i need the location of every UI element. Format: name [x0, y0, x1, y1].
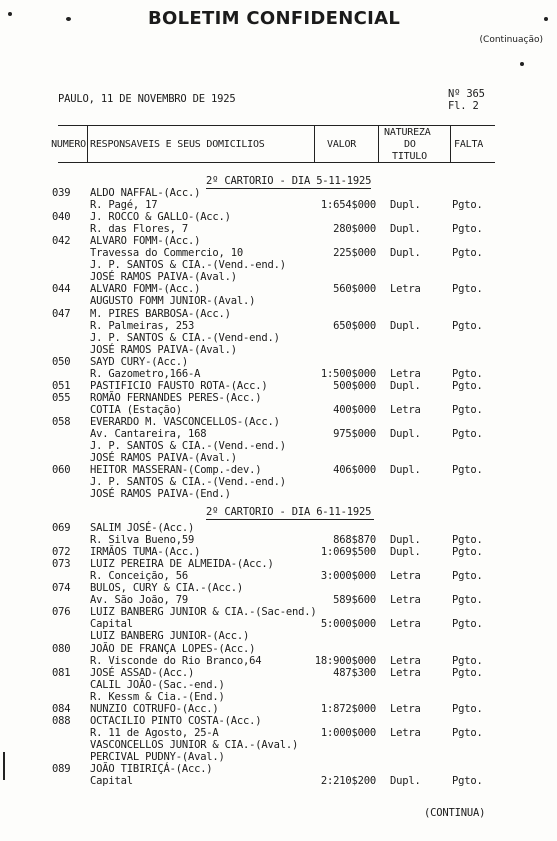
- table-row: [0, 488, 557, 500]
- falta-cell: Pgto.: [452, 726, 483, 739]
- table-row: [0, 223, 557, 235]
- responsavel-text: JOÃO TIBIRIÇÁ-(Acc.): [90, 763, 213, 775]
- valor-cell: 406$000: [333, 464, 376, 477]
- falta-cell: Pgto.: [452, 666, 483, 679]
- table-row: [0, 739, 557, 751]
- valor-cell: 1:000$000: [320, 726, 376, 739]
- responsavel-text: R. 11 de Agosto, 25-A: [90, 726, 219, 739]
- natureza-cell: Letra: [390, 594, 421, 607]
- responsavel-text: Capital: [90, 618, 133, 631]
- table-row: [0, 199, 557, 211]
- falta-cell: Pgto.: [452, 618, 483, 631]
- responsavel-text: J. P. SANTOS & CIA.-(Vend.-end.): [90, 440, 286, 453]
- natureza-cell: Dupl.: [390, 775, 421, 788]
- responsavel-text: J. P. SANTOS & CIA.-(Vend-end.): [90, 331, 280, 344]
- valor-cell: 560$000: [333, 283, 376, 296]
- table-row: [0, 751, 557, 763]
- table-row: [0, 247, 557, 259]
- responsavel-text: M. PIRES BARBOSA-(Acc.): [90, 307, 231, 320]
- col-header-falta: FALTA: [454, 139, 484, 150]
- responsavel-text: NUNZIO COTRUFO-(Acc.): [90, 702, 219, 715]
- responsavel-text: R. Silva Bueno,59: [90, 534, 195, 547]
- natureza-cell: Dupl.: [390, 247, 421, 260]
- natureza-cell: Letra: [390, 618, 421, 631]
- entry-number: 039: [52, 187, 71, 199]
- valor-cell: 589$600: [333, 594, 376, 607]
- page-title: BOLETIM CONFIDENCIAL: [148, 8, 401, 29]
- entry-number: 055: [52, 391, 71, 404]
- table-row: [0, 368, 557, 380]
- ink-speck: [520, 62, 524, 66]
- entry-number: 072: [52, 546, 71, 559]
- falta-cell: Pgto.: [452, 594, 483, 607]
- col-header-titulo: TITULO: [392, 151, 427, 162]
- col-header-numero: NUMERO: [51, 139, 86, 150]
- margin-mark: [3, 752, 5, 780]
- responsavel-text: R. Gazometro,166-A: [90, 367, 201, 380]
- table-row: [0, 655, 557, 667]
- falta-cell: Pgto.: [452, 464, 483, 477]
- table-row: [0, 271, 557, 283]
- responsavel-text: LUIZ BANBERG JUNIOR & CIA.-(Sac-end.): [90, 606, 317, 619]
- entry-number: 040: [52, 211, 71, 224]
- responsavel-text: Travessa do Commercio, 10: [90, 247, 244, 260]
- col-divider-2: [314, 125, 315, 163]
- falta-cell: Pgto.: [452, 247, 483, 260]
- table-row: [0, 295, 557, 307]
- responsavel-text: J. P. SANTOS & CIA.-(Vend.-end.): [90, 476, 286, 489]
- valor-cell: 2:210$200: [320, 775, 376, 788]
- natureza-cell: Letra: [390, 702, 421, 715]
- entry-number: 081: [52, 666, 71, 679]
- continuation-top: (Continuação): [479, 35, 543, 45]
- valor-cell: 5:000$000: [320, 618, 376, 631]
- entry-number: 084: [52, 702, 71, 715]
- natureza-cell: Letra: [390, 570, 421, 583]
- responsavel-text: Av. São João, 79: [90, 594, 188, 607]
- entry-number: 047: [52, 307, 71, 320]
- responsavel-text: CALIL JOÃO-(Sac.-end.): [90, 678, 225, 691]
- entry-number: 060: [52, 464, 71, 477]
- table-row: [0, 643, 557, 655]
- valor-cell: 3:000$000: [320, 570, 376, 583]
- folio: Fl. 2: [448, 100, 479, 112]
- responsavel-text: HEITOR MASSERAN-(Comp.-dev.): [90, 464, 262, 477]
- entry-number: 044: [52, 283, 71, 296]
- ink-speck: [66, 17, 71, 21]
- header-top-rule: [58, 125, 495, 126]
- table-row: [0, 404, 557, 416]
- col-divider-3: [378, 125, 379, 163]
- falta-cell: Pgto.: [452, 199, 483, 212]
- valor-cell: 18:900$000: [314, 654, 376, 667]
- natureza-cell: Dupl.: [390, 379, 421, 392]
- responsavel-text: VASCONCELLOS JUNIOR & CIA.-(Aval.): [90, 738, 299, 751]
- valor-cell: 1:500$000: [320, 367, 376, 380]
- entry-number: 074: [52, 582, 71, 595]
- table-row: [0, 440, 557, 452]
- responsavel-text: R. Kessm & Cia.-(End.): [90, 690, 225, 703]
- entry-number: 089: [52, 763, 71, 775]
- natureza-cell: Dupl.: [390, 223, 421, 236]
- valor-cell: 487$300: [333, 666, 376, 679]
- falta-cell: Pgto.: [452, 534, 483, 547]
- responsavel-text: LUIZ BANBERG JUNIOR-(Acc.): [90, 630, 250, 643]
- table-row: [0, 594, 557, 606]
- valor-cell: 650$000: [333, 319, 376, 332]
- table-row: [0, 763, 557, 775]
- table-row: [0, 211, 557, 223]
- table-row: [0, 464, 557, 476]
- valor-cell: 280$000: [333, 223, 376, 236]
- table-row: [0, 380, 557, 392]
- responsavel-text: JOSÉ ASSAD-(Acc.): [90, 666, 195, 679]
- table-row: [0, 715, 557, 727]
- responsavel-text: R. Visconde do Rio Branco,64: [90, 654, 262, 667]
- responsavel-text: SAYD CURY-(Acc.): [90, 355, 188, 368]
- entry-number: 042: [52, 235, 71, 248]
- natureza-cell: Letra: [390, 403, 421, 416]
- entry-number: 088: [52, 714, 71, 727]
- valor-cell: 975$000: [333, 428, 376, 440]
- table-row: [0, 691, 557, 703]
- table-row: [0, 320, 557, 332]
- natureza-cell: Dupl.: [390, 199, 421, 212]
- ink-speck: [8, 12, 12, 16]
- responsavel-text: BULOS, CURY & CIA.-(Acc.): [90, 582, 244, 595]
- entry-number: 069: [52, 522, 71, 534]
- section-heading-2: 2º CARTORIO - DIA 6-11-1925: [206, 506, 372, 518]
- table-row: [0, 235, 557, 247]
- natureza-cell: Dupl.: [390, 464, 421, 477]
- table-row: [0, 546, 557, 558]
- responsavel-text: SALIM JOSÉ-(Acc.): [90, 522, 195, 534]
- table-row: [0, 630, 557, 642]
- table-row: [0, 452, 557, 464]
- col-header-natureza: NATUREZA: [384, 127, 431, 138]
- responsavel-text: JOSÉ RAMOS PAIVA-(End.): [90, 488, 231, 501]
- falta-cell: Pgto.: [452, 283, 483, 296]
- responsavel-text: ROMÃO FERNANDES PERES-(Acc.): [90, 391, 262, 404]
- col-header-valor: VALOR: [327, 139, 357, 150]
- table-row: [0, 618, 557, 630]
- col-divider-4: [450, 125, 451, 163]
- responsavel-text: R. das Flores, 7: [90, 223, 188, 236]
- responsavel-text: R. Pagé, 17: [90, 199, 158, 212]
- falta-cell: Pgto.: [452, 546, 483, 559]
- table-row: [0, 534, 557, 546]
- valor-cell: 1:069$500: [320, 546, 376, 559]
- falta-cell: Pgto.: [452, 367, 483, 380]
- valor-cell: 868$870: [333, 534, 376, 547]
- table-row: [0, 775, 557, 787]
- natureza-cell: Dupl.: [390, 534, 421, 547]
- responsavel-text: LUIZ PEREIRA DE ALMEIDA-(Acc.): [90, 558, 274, 571]
- responsavel-text: PERCIVAL PUDNY-(Aval.): [90, 750, 225, 763]
- table-row: [0, 259, 557, 271]
- responsavel-text: JOÃO DE FRANÇA LOPES-(Acc.): [90, 642, 256, 655]
- valor-cell: 500$000: [333, 379, 376, 392]
- falta-cell: Pgto.: [452, 428, 483, 440]
- responsavel-text: JOSÉ RAMOS PAIVA-(Aval.): [90, 271, 237, 284]
- responsavel-text: R. Palmeiras, 253: [90, 319, 195, 332]
- valor-cell: 1:654$000: [320, 199, 376, 212]
- table-row: [0, 283, 557, 295]
- natureza-cell: Letra: [390, 367, 421, 380]
- falta-cell: Pgto.: [452, 702, 483, 715]
- falta-cell: Pgto.: [452, 223, 483, 236]
- bulletin-number: Nº 365: [448, 88, 485, 100]
- table-row: [0, 727, 557, 739]
- natureza-cell: Dupl.: [390, 319, 421, 332]
- table-row: [0, 332, 557, 344]
- responsavel-text: AUGUSTO FOMM JUNIOR-(Aval.): [90, 295, 256, 308]
- valor-cell: 225$000: [333, 247, 376, 260]
- continua-footer: (CONTINUA): [424, 807, 486, 819]
- table-row: [0, 570, 557, 582]
- responsavel-text: EVERARDO M. VASCONCELLOS-(Acc.): [90, 415, 280, 428]
- falta-cell: Pgto.: [452, 570, 483, 583]
- table-row: [0, 679, 557, 691]
- table-row: [0, 187, 557, 199]
- table-row: [0, 667, 557, 679]
- natureza-cell: Dupl.: [390, 428, 421, 440]
- section-heading-1: 2º CARTORIO - DIA 5-11-1925: [206, 175, 372, 187]
- entry-number: 058: [52, 415, 71, 428]
- responsavel-text: Capital: [90, 775, 133, 788]
- col-header-do: DO: [404, 139, 416, 150]
- natureza-cell: Letra: [390, 654, 421, 667]
- natureza-cell: Letra: [390, 726, 421, 739]
- col-header-responsaveis: RESPONSAVEIS E SEUS DOMICILIOS: [90, 139, 265, 150]
- table-row: [0, 392, 557, 404]
- responsavel-text: ALDO NAFFAL-(Acc.): [90, 187, 201, 199]
- table-row: [0, 428, 557, 440]
- natureza-cell: Letra: [390, 666, 421, 679]
- responsavel-text: OCTACILIO PINTO COSTA-(Acc.): [90, 714, 262, 727]
- responsavel-text: IRMÃOS TUMA-(Acc.): [90, 546, 201, 559]
- natureza-cell: Letra: [390, 283, 421, 296]
- table-row: [0, 476, 557, 488]
- table-row: [0, 308, 557, 320]
- table-row: [0, 522, 557, 534]
- table-row: [0, 558, 557, 570]
- col-divider-1: [87, 125, 88, 163]
- section-underline-2: [206, 519, 374, 520]
- table-row: [0, 606, 557, 618]
- ink-speck: [544, 17, 548, 21]
- entry-number: 076: [52, 606, 71, 619]
- entry-number: 073: [52, 558, 71, 571]
- table-row: [0, 416, 557, 428]
- header-bottom-rule: [58, 162, 495, 163]
- entry-number: 050: [52, 355, 71, 368]
- responsavel-text: R. Conceição, 56: [90, 570, 188, 583]
- valor-cell: 1:872$000: [320, 702, 376, 715]
- table-row: [0, 703, 557, 715]
- responsavel-text: JOSÉ RAMOS PAIVA-(Aval.): [90, 343, 237, 356]
- valor-cell: 400$000: [333, 403, 376, 416]
- falta-cell: Pgto.: [452, 319, 483, 332]
- responsavel-text: ALVARO FOMM-(Acc.): [90, 235, 201, 248]
- responsavel-text: J. P. SANTOS & CIA.-(Vend.-end.): [90, 259, 286, 272]
- responsavel-text: COTIA (Estação): [90, 403, 182, 416]
- responsavel-text: J. ROCCO & GALLO-(Acc.): [90, 211, 231, 224]
- responsavel-text: ALVARO FOMM-(Acc.): [90, 283, 201, 296]
- falta-cell: Pgto.: [452, 403, 483, 416]
- table-row: [0, 582, 557, 594]
- entry-number: 051: [52, 379, 71, 392]
- entry-number: 080: [52, 642, 71, 655]
- table-row: [0, 356, 557, 368]
- table-row: [0, 344, 557, 356]
- falta-cell: Pgto.: [452, 654, 483, 667]
- responsavel-text: Av. Cantareira, 168: [90, 428, 207, 440]
- falta-cell: Pgto.: [452, 775, 483, 788]
- natureza-cell: Dupl.: [390, 546, 421, 559]
- responsavel-text: JOSÉ RAMOS PAIVA-(Aval.): [90, 452, 237, 465]
- falta-cell: Pgto.: [452, 379, 483, 392]
- responsavel-text: PASTIFICIO FAUSTO ROTA-(Acc.): [90, 379, 268, 392]
- date-line: PAULO, 11 DE NOVEMBRO DE 1925: [58, 93, 236, 105]
